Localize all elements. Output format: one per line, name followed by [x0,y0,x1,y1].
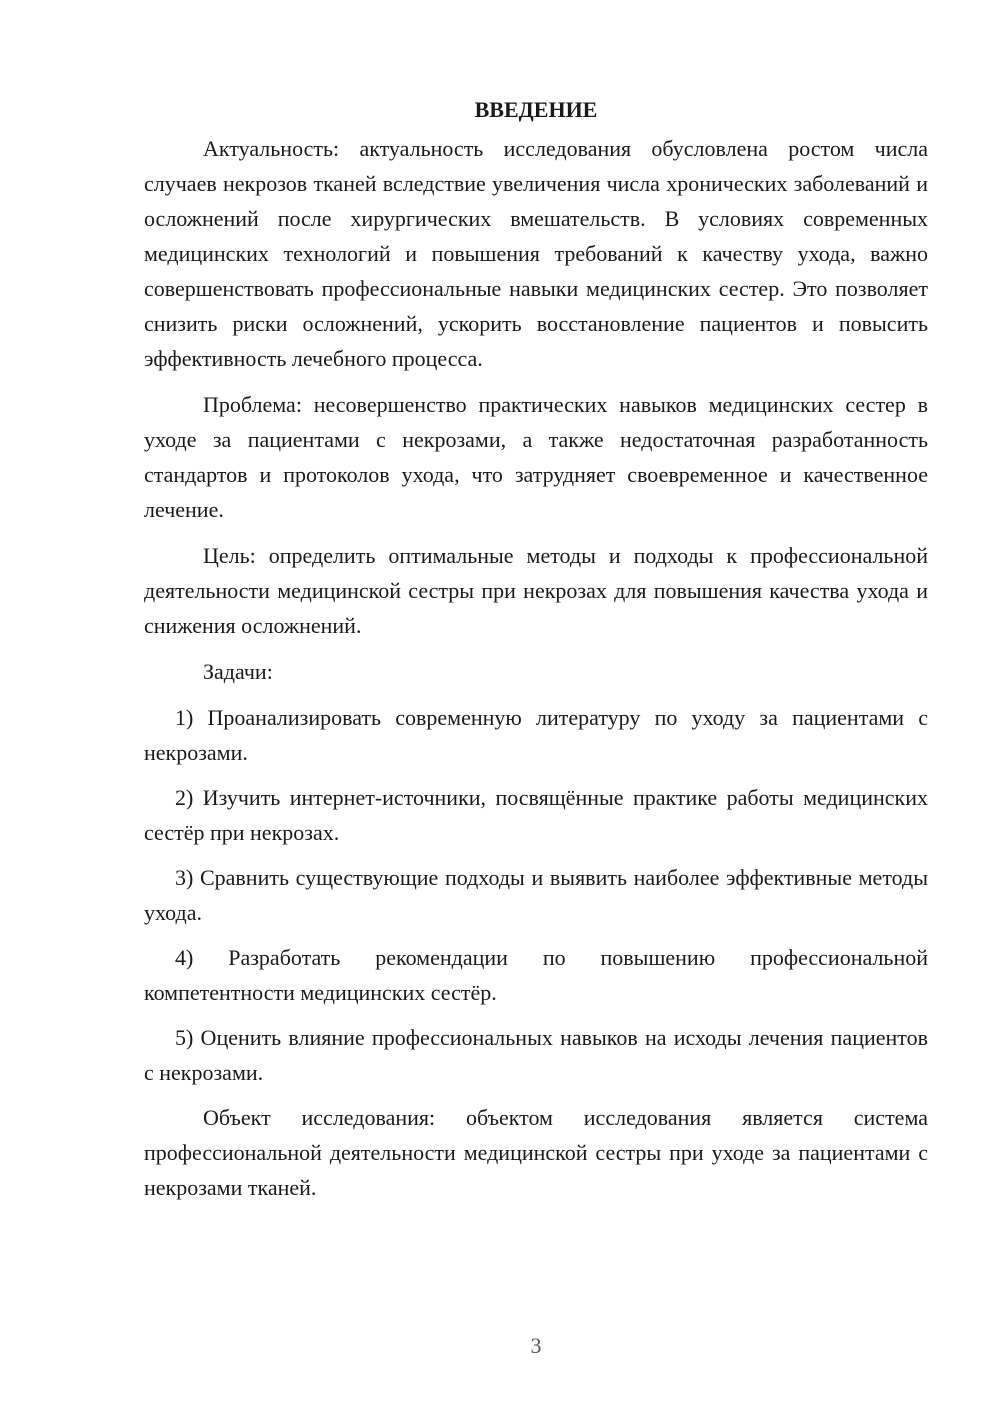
document-page [144,92,928,1216]
page-number: 3 [530,1333,542,1358]
task-item: 1) Проанализировать современную литературу по уходу за пациентами с некрозами. [144,705,928,765]
section-title: ВВЕДЕНИЕ [474,97,598,122]
relevance-paragraph: Актуальность: актуальность исследования обусловлена ростом числа случаев некрозов тканей вследствие увеличения числа хронических заболеваний и осложнений после хирургических вмешательств. В условиях современных медицинских технологий и повышения требований к качеству ухода, важно совершенствовать профессиональные навыки медицинских сестер. Это позволяет снизить риски осложнений, ускорить восстановление пациентов и повысить эффективность лечебного процесса. [144,136,928,371]
task-item: 5) Оценить влияние профессиональных навыков на исходы лечения пациентов с некрозами. [144,1025,928,1085]
task-item: 3) Сравнить существующие подходы и выявить наиболее эффективные методы ухода. [144,865,928,925]
task-item: 4) Разработать рекомендации по повышению профессиональной компетентности медицинских сестёр. [144,945,928,1005]
tasks-heading: Задачи: [203,659,273,684]
task-item: 2) Изучить интернет-источники, посвящённые практике работы медицинских сестёр при некрозах. [144,785,928,845]
goal-paragraph: Цель: определить оптимальные методы и подходы к профессиональной деятельности медицинской сестры при некрозах для повышения качества ухода и снижения осложнений. [144,543,928,638]
problem-paragraph: Проблема: несовершенство практических навыков медицинских сестер в уходе за пациентами с некрозами, а также недостаточная разработанность стандартов и протоколов ухода, что затрудняет своевременное и качественное лечение. [144,392,928,522]
tasks-list [144,700,928,1090]
object-paragraph: Объект исследования: объектом исследования является система профессиональной деятельности медицинской сестры при уходе за пациентами с некрозами тканей. [144,1105,928,1200]
